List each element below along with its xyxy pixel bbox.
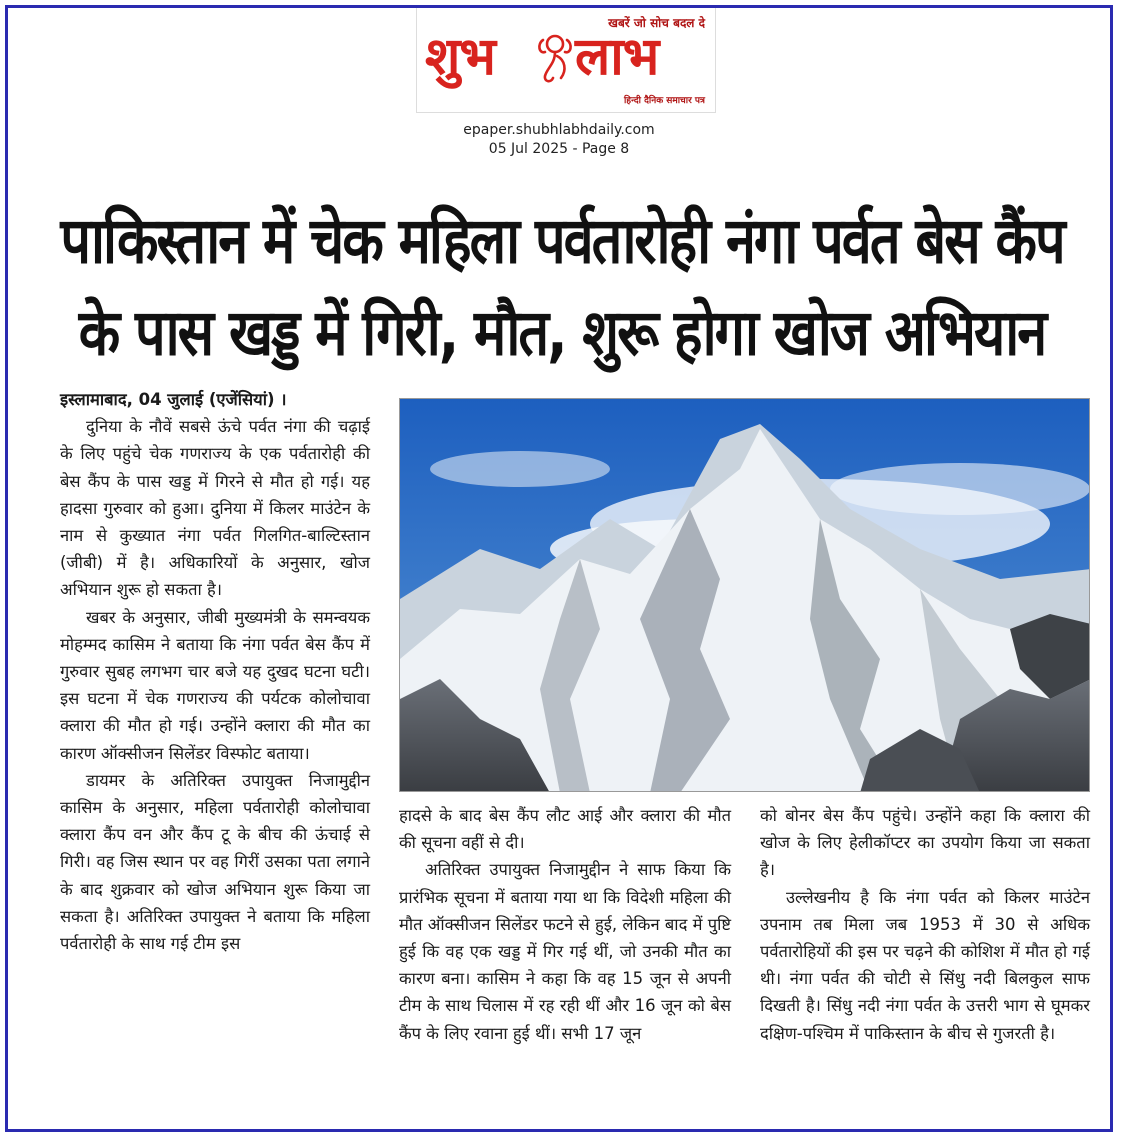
article-column-1 (60, 386, 370, 957)
mountain-photo (399, 398, 1090, 792)
epaper-page-frame (5, 5, 1113, 1132)
paragraph: को बोनर बेस कैंप पहुंचे। उन्होंने कहा कि क्लारा की खोज के लिए हेलीकॉप्टर का उपयोग किया जा सकता है। (760, 806, 1090, 880)
logo-word-shubh: शुभ (425, 26, 495, 87)
paragraph: दुनिया के नौवें सबसे ऊंचे पर्वत नंगा की चढ़ाई के लिए पहुंचे चेक गणराज्य के एक पर्वतारोही की बेस कैंप के पास खड्ड में गिरने से मौत हो गई। यह हादसा गुरुवार को हुआ। दुनिया में किलर माउंटेन के नाम से कुख्यात नंगा पर्वत गिलगित-बाल्टिस्तान (जीबी) में है। अधिकारियों के अनुसार, खोज अभियान शुरू हो सकता है। (60, 417, 370, 600)
article-column-3 (760, 802, 1090, 1047)
nanga-parbat-image (400, 399, 1090, 792)
paragraph: उल्लेखनीय है कि नंगा पर्वत को किलर माउंटेन उपनाम तब मिला जब 1953 में 30 से अधिक पर्वतारोहियों की इस पर चढ़ने की कोशिश में मौत हो गई थी। नंगा पर्वत की चोटी से सिंधु नदी बिलकुल साफ दिखती है। सिंधु नदी नंगा पर्वत के उत्तरी भाग से घूमकर दक्षिण-पश्चिम में पाकिस्तान के बीच से गुजरती है। (760, 887, 1090, 1043)
logo-word-labh: लाभ (575, 26, 659, 87)
headline-line-1: पाकिस्तान में चेक महिला पर्वतारोही नंगा पर्वत बेस कैंप (60, 203, 1064, 278)
ganesh-icon (535, 30, 575, 86)
article-dateline: इस्लामाबाद, 04 जुलाई (एजेंसियां) । (60, 390, 287, 409)
edition-date-page: 05 Jul 2025 - Page 8 (488, 141, 630, 157)
paragraph: खबर के अनुसार, जीबी मुख्यमंत्री के समन्वयक मोहम्मद कासिम ने बताया कि नंगा पर्वत बेस कैंप में गुरुवार सुबह लगभग चार बजे यह दुखद घटना घटी। इस घटना में चेक गणराज्य की पर्यटक कोलोचावा क्लारा की मौत हो गई। उन्होंने क्लारा की मौत का कारण ऑक्सीजन सिलेंडर विस्फोट बताया। (60, 607, 370, 763)
headline-line-2: के पास खड्ड में गिरी, मौत, शुरू होगा खोज अभियान (78, 295, 1046, 370)
epaper-url[interactable]: epaper.shubhlabhdaily.com (463, 122, 655, 138)
paragraph: अतिरिक्त उपायुक्त निजामुद्दीन ने साफ किया कि प्रारंभिक सूचना में बताया गया था कि विदेशी महिला की मौत ऑक्सीजन सिलेंडर फटने से हुई, लेकिन बाद में पुष्टि हुई कि वह एक खड्ड में गिर गई थीं, जो उनकी मौत का कारण बना। कासिम ने कहा कि वह 15 जून से अपनी टीम के साथ चिलास में रह रही थीं और 16 जून को बेस कैंप के लिए रवाना हुई थीं। सभी 17 जून (399, 860, 731, 1043)
article-column-2 (399, 802, 731, 1047)
masthead-logo[interactable] (416, 8, 716, 113)
logo-tagline: खबरें जो सोच बदल दे (608, 16, 705, 30)
paragraph: हादसे के बाद बेस कैंप लौट आई और क्लारा की मौत की सूचना वहीं से दी। (399, 806, 731, 853)
logo-subtitle: हिन्दी दैनिक समाचार पत्र (623, 96, 705, 106)
paragraph: डायमर के अतिरिक्त उपायुक्त निजामुद्दीन कासिम के अनुसार, महिला पर्वतारोही कोलोचावा क्लारा कैंप वन और कैंप टू के बीच की ऊंचाई से गिरी। वह जिस स्थान पर वह गिरीं उसका पता लगाने के बाद शुक्रवार को खोज अभियान शुरू किया जा सकता है। अतिरिक्त उपायुक्त ने बताया कि महिला पर्वतारोही के साथ गई टीम इस (60, 770, 370, 954)
